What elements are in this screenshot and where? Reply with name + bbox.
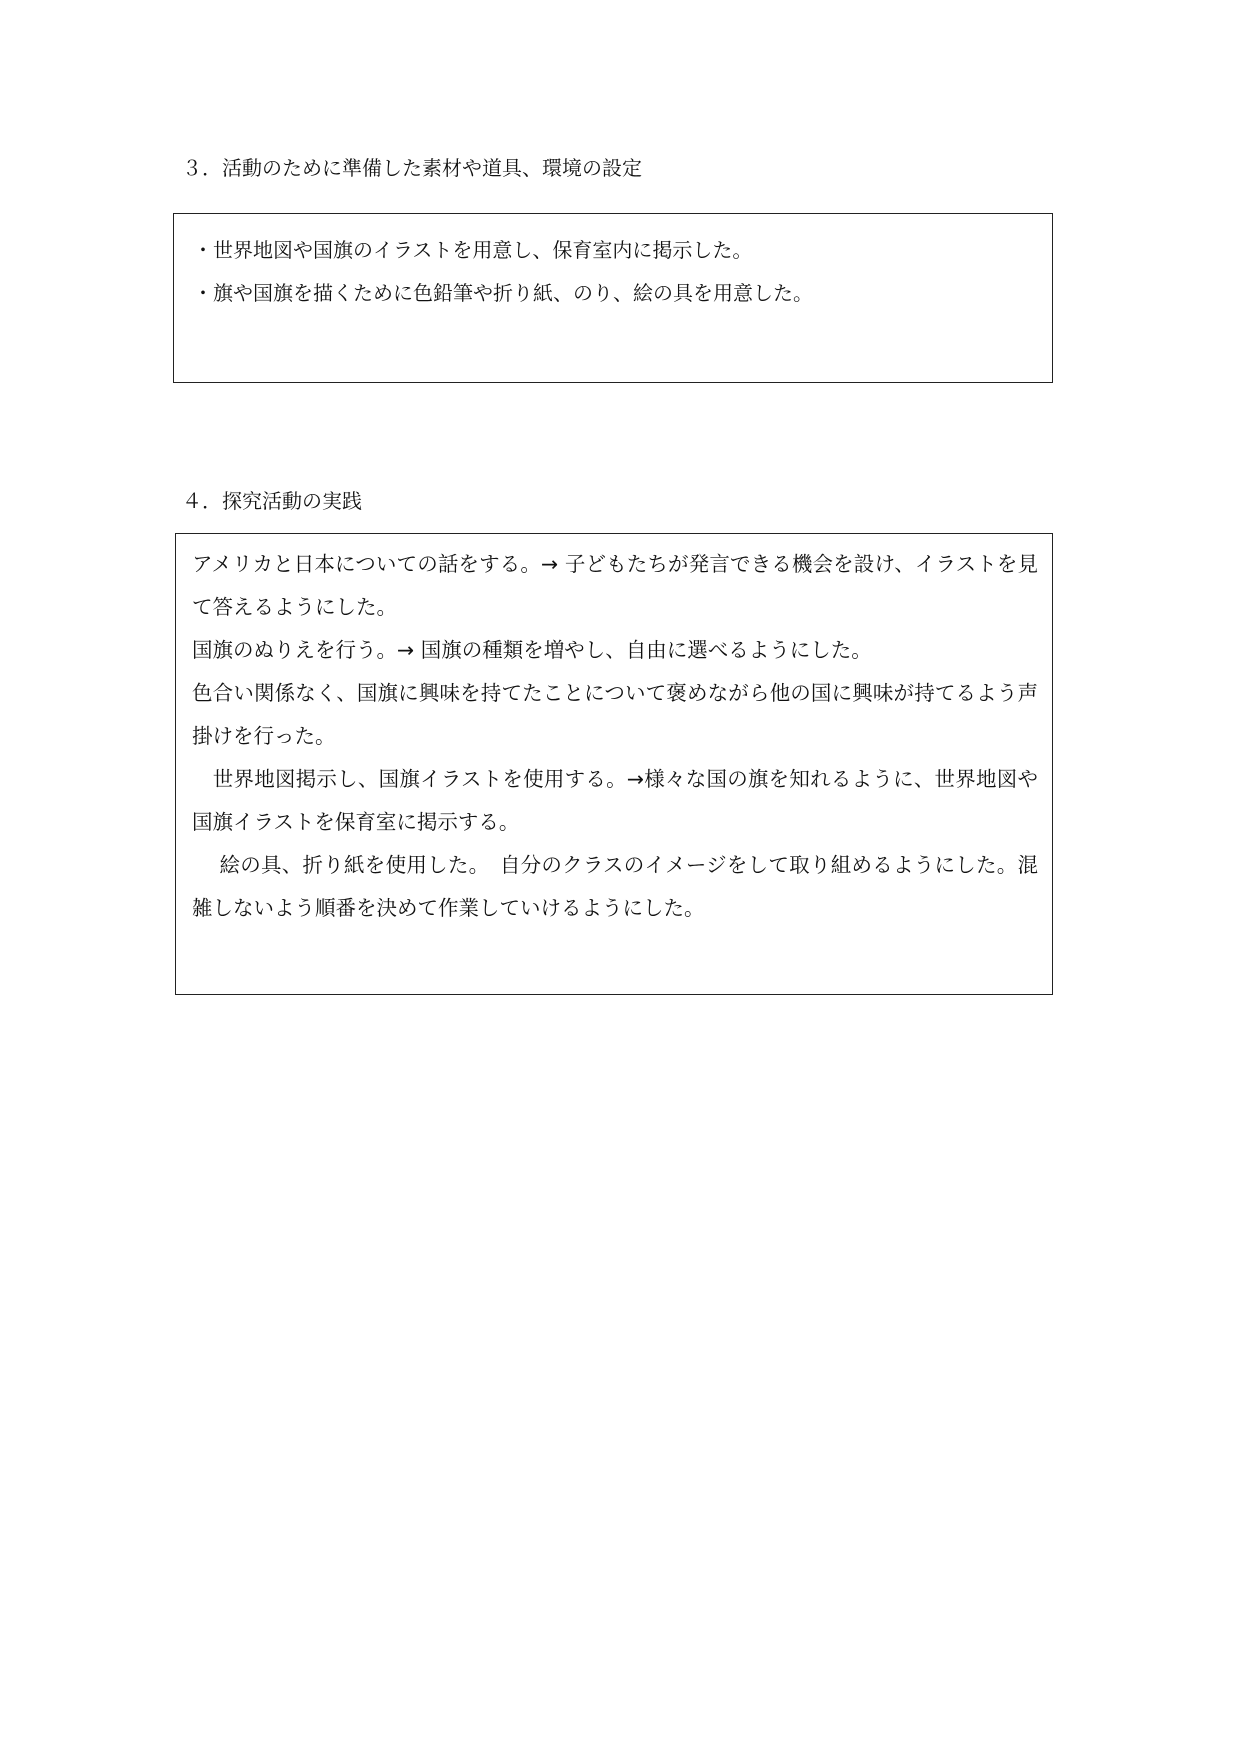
section-4-heading: ４．探究活動の実践 [182, 489, 362, 513]
section-3-heading: ３．活動のために準備した素材や道具、環境の設定 [182, 156, 642, 180]
section-3-box [173, 213, 1053, 383]
paragraph: アメリカと日本についての話をする。→ 子どもたちが発言できる機会を設け、イラストを見て答えるようにした。 [192, 552, 1038, 619]
paragraph: 色合い関係なく、国旗に興味を持てたことについて褒めながら他の国に興味が持てるよう声掛けを行った。 [192, 681, 1038, 748]
section-4-box [175, 533, 1053, 995]
list-item: ・旗や国旗を描くために色鉛筆や折り紙、のり、絵の具を用意した。 [193, 281, 813, 305]
paragraph: 国旗のぬりえを行う。→ 国旗の種類を増やし、自由に選べるようにした。 [192, 638, 872, 662]
paragraph: 世界地図掲示し、国旗イラストを使用する。→様々な国の旗を知れるように、世界地図や国旗イラストを保育室に掲示する。 [192, 767, 1038, 834]
paragraph: 絵の具、折り紙を使用した。 自分のクラスのイメージをして取り組めるようにした。混雑しないよう順番を決めて作業していけるようにした。 [192, 853, 1038, 920]
list-item: ・世界地図や国旗のイラストを用意し、保育室内に掲示した。 [193, 238, 753, 262]
